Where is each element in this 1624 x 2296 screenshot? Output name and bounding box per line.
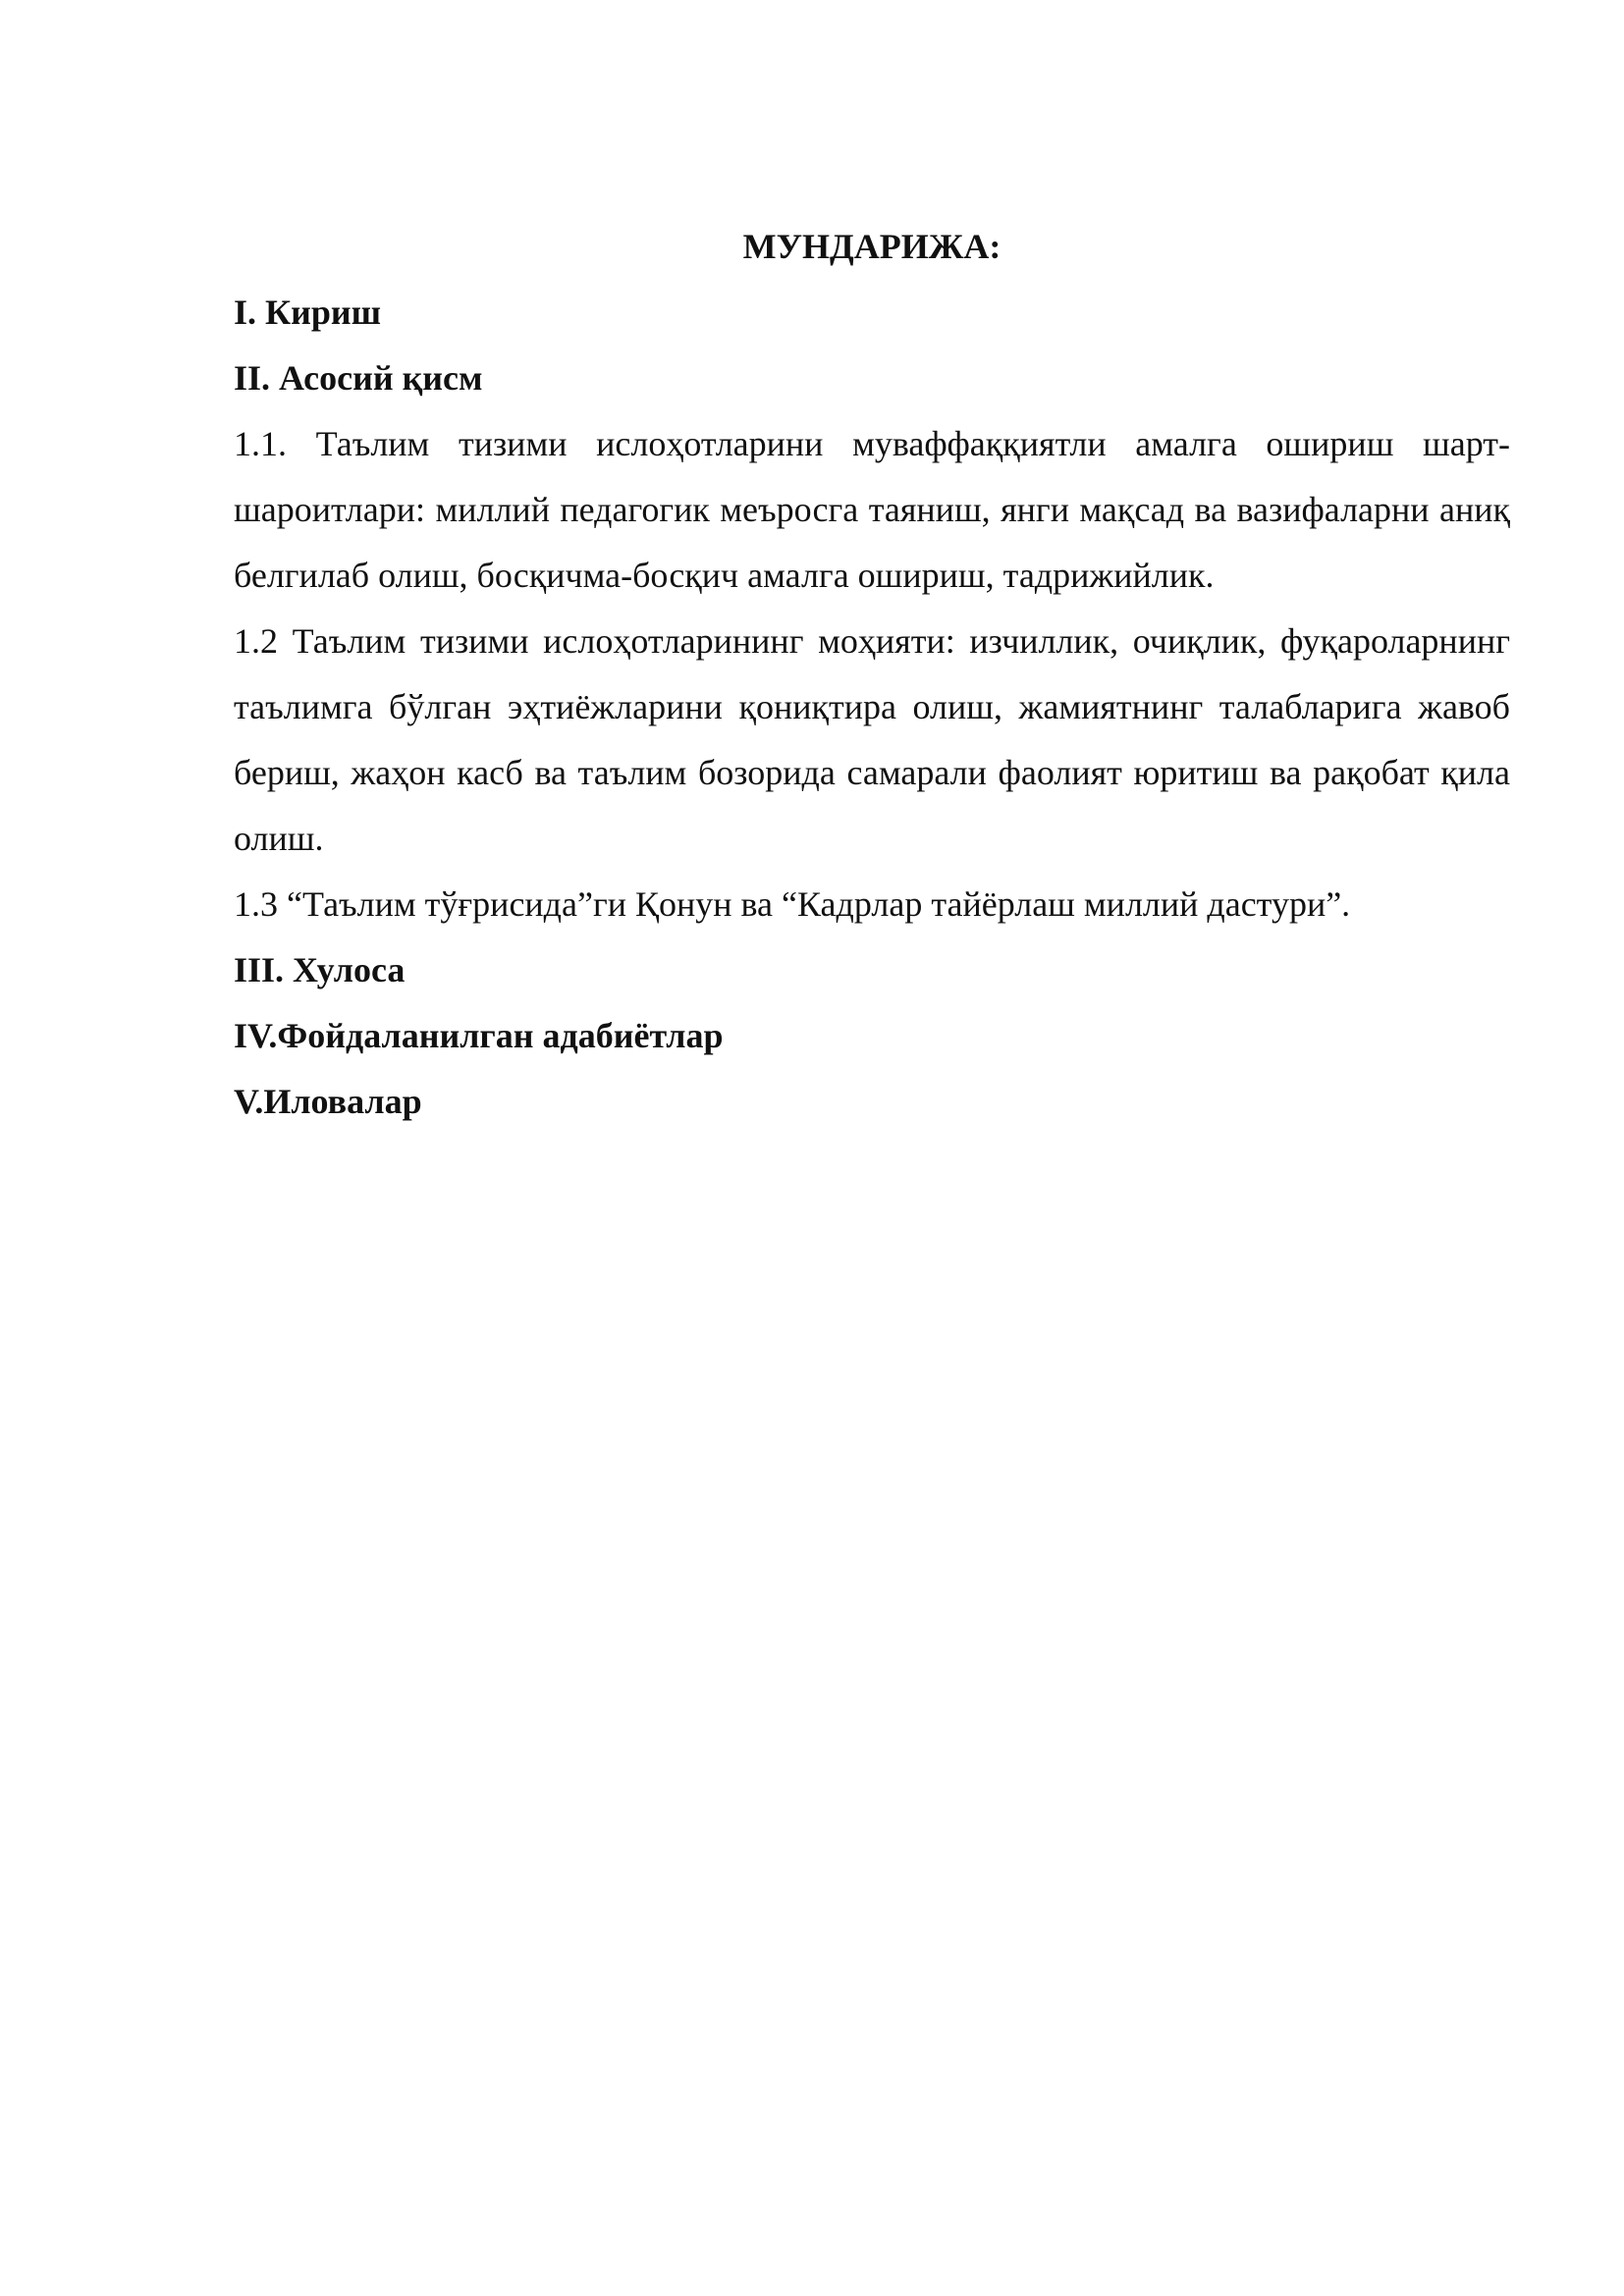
toc-title: МУНДАРИЖА: (742, 227, 1001, 266)
toc-item-introduction: I. Кириш (234, 293, 382, 332)
toc-item-conclusion: III. Хулоса (234, 950, 406, 989)
toc-item-appendices: V.Иловалар (234, 1082, 422, 1121)
toc-item-references: IV.Фойдаланилган адабиётлар (234, 1016, 724, 1055)
toc-item-main-part: II. Асосий қисм (234, 358, 483, 398)
toc-item-1-2: 1.2 Таълим тизими ислоҳотларининг моҳияти: изчиллик, очиқлик, фуқароларнинг таълимга бўлган эҳтиёжларини қониқтира олиш, жамиятнинг талабларига жавоб бериш, жаҳон касб ва таълим бозорида самарали фаолият юритиш ва рақобат қила олиш. (234, 621, 1510, 858)
toc-item-1-1: 1.1. Таълим тизими ислоҳотларини муваффаққиятли амалга ошириш шарт-шароитлари: миллий педагогик меъросга таяниш, янги мақсад ва вазифаларни аниқ белгилаб олиш, босқичма-босқич амалга ошириш, тадрижийлик. (234, 424, 1510, 595)
toc-item-1-3: 1.3 “Таълим тўғрисида”ги Қонун ва “Кадрлар тайёрлаш миллий дастури”. (234, 884, 1351, 924)
table-of-contents (234, 214, 1510, 1135)
